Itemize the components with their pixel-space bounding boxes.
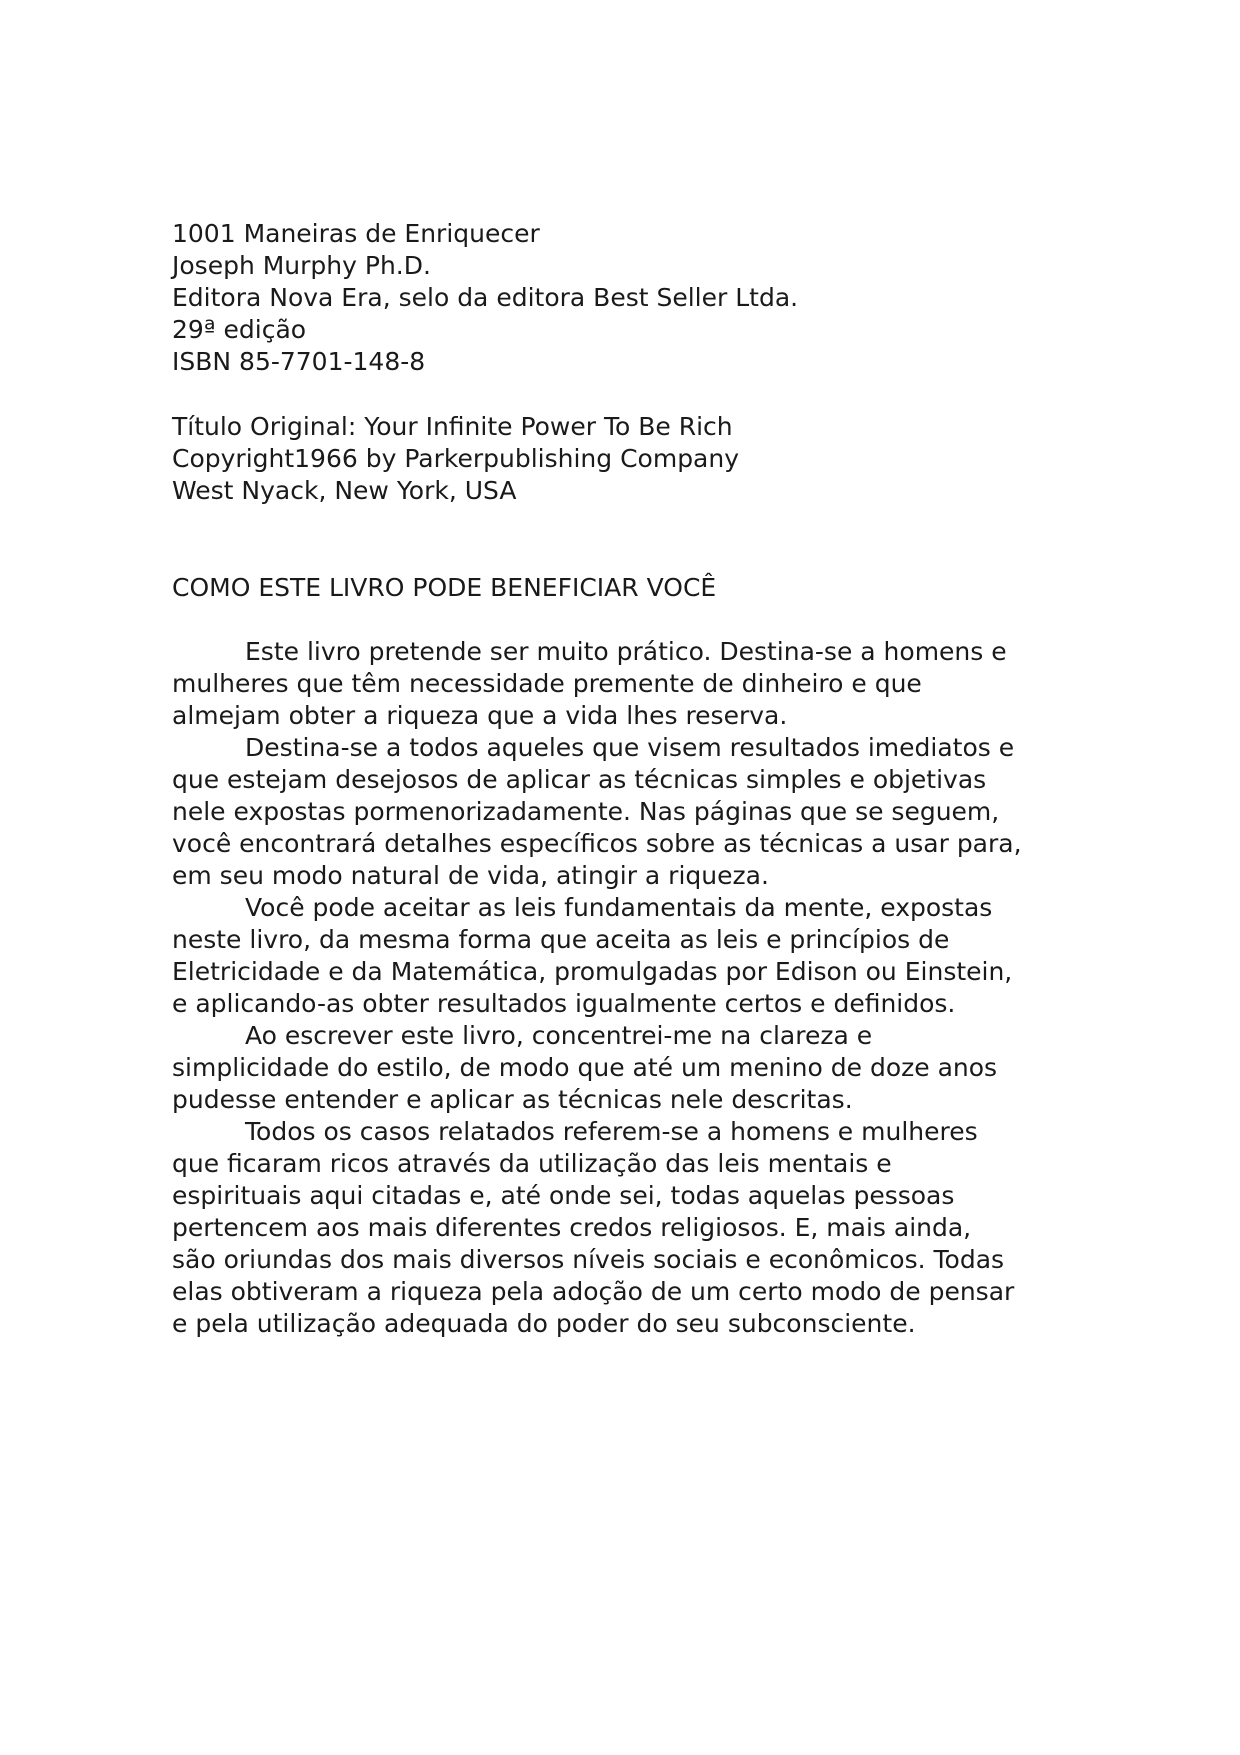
paragraph-line: pudesse entender e aplicar as técnicas nele descritas. [172, 1085, 853, 1114]
paragraph-line: e pela utilização adequada do poder do seu subconsciente. [172, 1309, 916, 1338]
book-title: 1001 Maneiras de Enriquecer [172, 219, 540, 248]
paragraph-line: Você pode aceitar as leis fundamentais da mente, expostas [245, 893, 993, 922]
paragraph-line: Destina-se a todos aqueles que visem resultados imediatos e [245, 733, 1015, 762]
paragraph [172, 892, 1072, 1020]
book-publisher: Editora Nova Era, selo da editora Best Seller Ltda. [172, 283, 799, 312]
paragraph-line: elas obtiveram a riqueza pela adoção de um certo modo de pensar [172, 1277, 1015, 1306]
paragraph-line: pertencem aos mais diferentes credos religiosos. E, mais ainda, [172, 1213, 972, 1242]
paragraph-line: em seu modo natural de vida, atingir a riqueza. [172, 861, 769, 890]
paragraph [172, 732, 1072, 892]
paragraph-line: mulheres que têm necessidade premente de dinheiro e que [172, 669, 922, 698]
paragraph-line: simplicidade do estilo, de modo que até um menino de doze anos [172, 1053, 998, 1082]
section-heading [172, 572, 1072, 604]
paragraph-line: que estejam desejosos de aplicar as técnicas simples e objetivas [172, 765, 987, 794]
paragraph-line: Ao escrever este livro, concentrei-me na clareza e [245, 1021, 873, 1050]
paragraph-line: Eletricidade e da Matemática, promulgadas por Edison ou Einstein, [172, 957, 1013, 986]
section-body [172, 636, 1072, 1340]
paragraph-line: espirituais aqui citadas e, até onde sei, todas aquelas pessoas [172, 1181, 955, 1210]
paragraph [172, 1020, 1072, 1116]
paragraph-line: neste livro, da mesma forma que aceita as leis e princípios de [172, 925, 950, 954]
original-title: Título Original: Your Infinite Power To Be Rich [172, 412, 733, 441]
book-isbn: ISBN 85-7701-148-8 [172, 347, 426, 376]
paragraph-line: nele expostas pormenorizadamente. Nas páginas que se seguem, [172, 797, 1000, 826]
original-location: West Nyack, New York, USA [172, 476, 517, 505]
paragraph-line: você encontrará detalhes específicos sobre as técnicas a usar para, [172, 829, 1022, 858]
section-heading-text: COMO ESTE LIVRO PODE BENEFICIAR VOCÊ [172, 573, 717, 602]
paragraph-line: almejam obter a riqueza que a vida lhes reserva. [172, 701, 788, 730]
book-info [172, 218, 1072, 378]
original-copyright: Copyright1966 by Parkerpublishing Company [172, 444, 740, 473]
paragraph-line: que ficaram ricos através da utilização das leis mentais e [172, 1149, 892, 1178]
original-info [172, 411, 1072, 507]
paragraph-line: são oriundas dos mais diversos níveis sociais e econômicos. Todas [172, 1245, 1005, 1274]
paragraph-line: Todos os casos relatados referem-se a homens e mulheres [245, 1117, 978, 1146]
book-author: Joseph Murphy Ph.D. [172, 251, 431, 280]
book-edition: 29ª edição [172, 315, 307, 344]
paragraph-line: Este livro pretende ser muito prático. Destina-se a homens e [245, 637, 1007, 666]
paragraph [172, 1116, 1072, 1340]
paragraph [172, 636, 1072, 732]
paragraph-line: e aplicando-as obter resultados igualmente certos e definidos. [172, 989, 956, 1018]
